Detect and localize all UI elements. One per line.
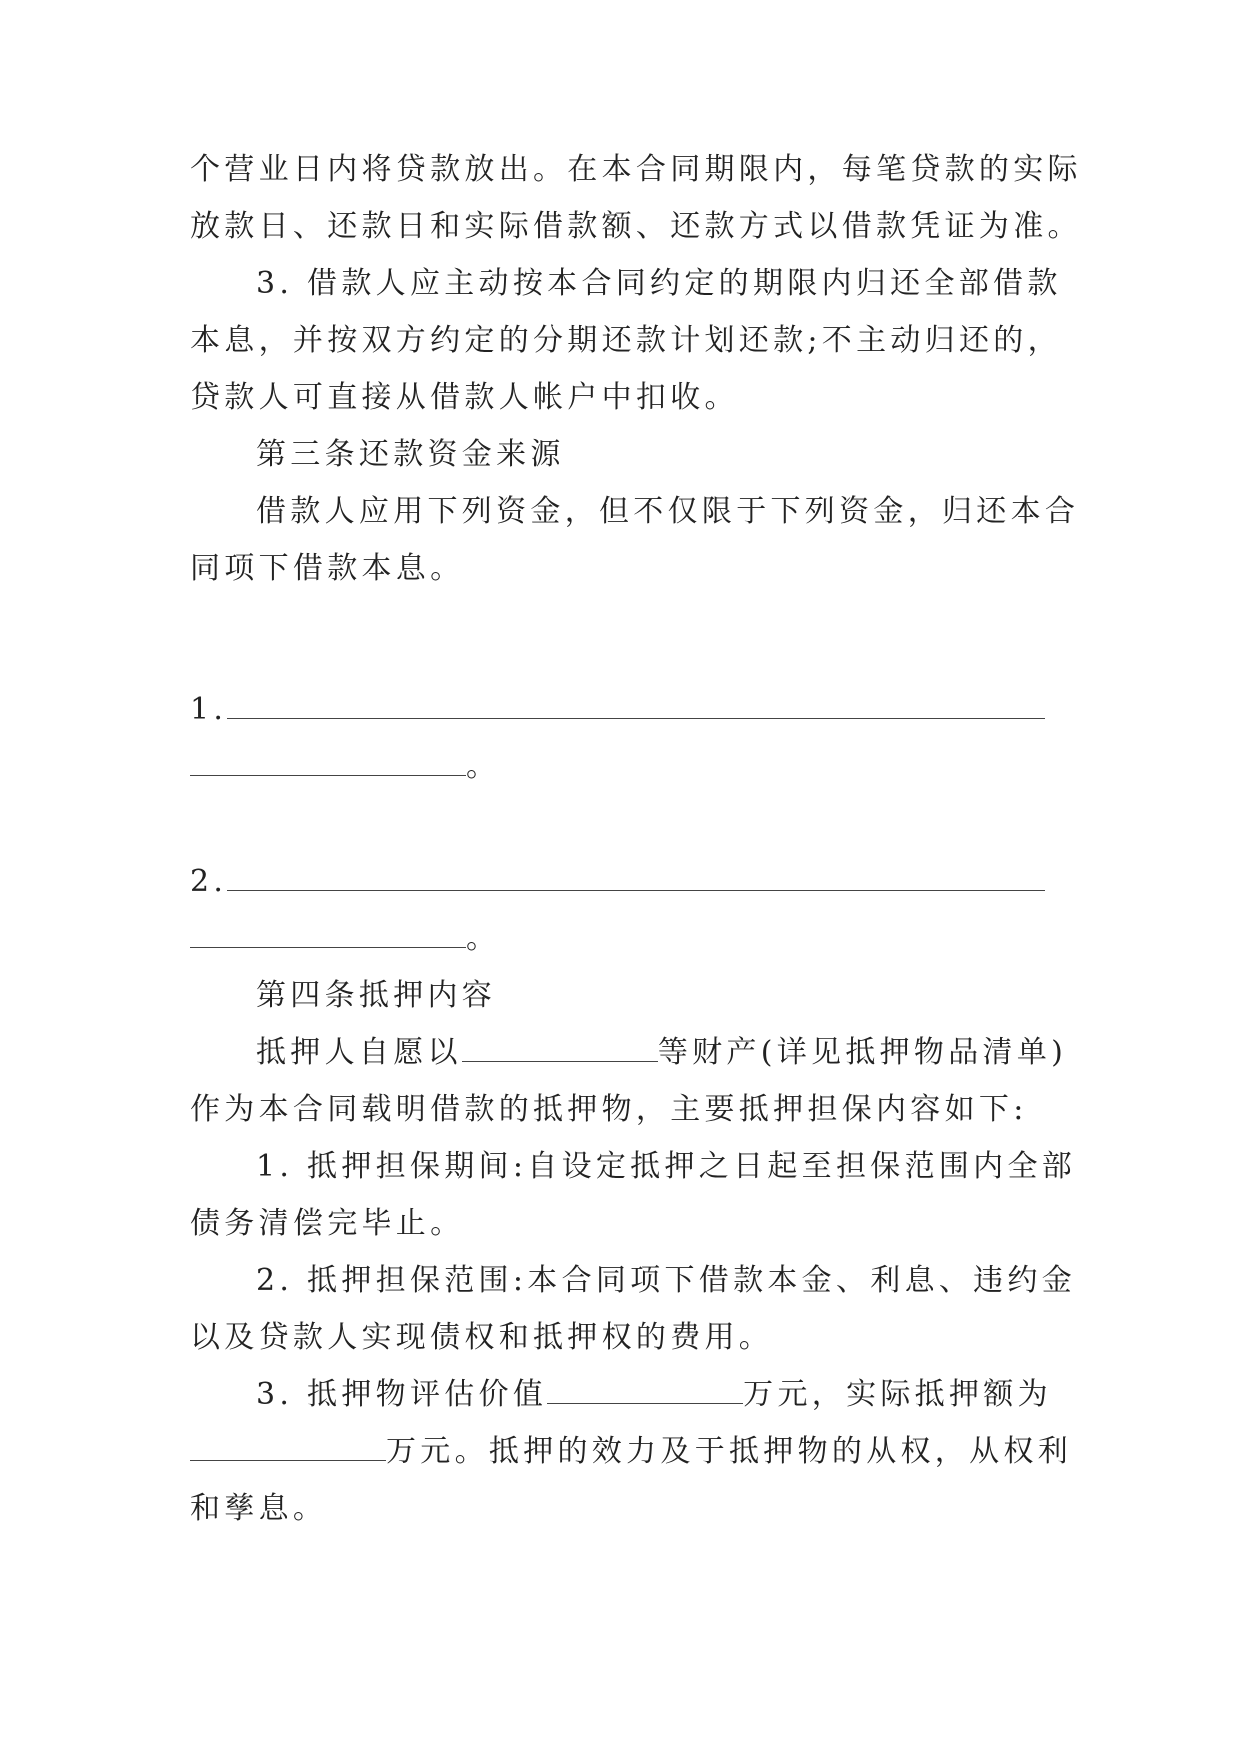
funding-item-2	[190, 862, 1070, 902]
body-text-line: 作为本合同载明借款的抵押物，主要抵押担保内容如下:	[190, 1092, 1028, 1127]
item-number: 2.	[190, 864, 228, 899]
body-text-line: 个营业日内将贷款放出。在本合同期限内，每笔贷款的实际	[190, 152, 1082, 187]
body-text-line: 3. 借款人应主动按本合同约定的期限内归还全部借款	[256, 266, 1062, 301]
funding-item-1-cont: 。	[190, 747, 1070, 787]
fill-in-blank[interactable]	[227, 690, 1045, 719]
fill-in-blank[interactable]	[227, 862, 1045, 891]
body-text-line: 3. 抵押物评估价值 万元，实际抵押额为	[256, 1377, 1052, 1412]
fill-in-blank[interactable]	[190, 1432, 386, 1461]
section-heading-4: 第四条抵押内容	[256, 978, 497, 1013]
body-text-line: 抵押人自愿以 等财产(详见抵押物品清单)	[256, 1035, 1068, 1070]
body-text-line: 放款日、还款日和实际借款额、还款方式以借款凭证为准。	[190, 209, 1082, 244]
funding-item-1	[190, 690, 1070, 730]
body-text-line: 2. 抵押担保范围:本合同项下借款本金、利息、违约金	[256, 1263, 1077, 1298]
fill-in-blank[interactable]	[190, 919, 466, 948]
body-text-line: 贷款人可直接从借款人帐户中扣收。	[190, 380, 739, 415]
body-text-line: 债务清偿完毕止。	[190, 1206, 465, 1241]
fill-in-blank[interactable]	[462, 1033, 658, 1062]
body-text-line: 同项下借款本息。	[190, 551, 465, 586]
fill-in-blank[interactable]	[190, 747, 466, 776]
body-text-line: 本息，并按双方约定的分期还款计划还款;不主动归还的，	[190, 323, 1062, 358]
funding-item-2-cont: 。	[190, 919, 1070, 959]
item-number: 1.	[190, 692, 228, 727]
body-text-line: 1. 抵押担保期间:自设定抵押之日起至担保范围内全部	[256, 1149, 1077, 1184]
body-text-line: 借款人应用下列资金，但不仅限于下列资金，归还本合	[256, 494, 1080, 529]
body-text-line: 以及贷款人实现债权和抵押权的费用。	[190, 1320, 774, 1355]
body-text-line: 和孳息。	[190, 1491, 328, 1526]
body-text-line: 万元。抵押的效力及于抵押物的从权，从权利	[190, 1432, 1070, 1472]
fill-in-blank[interactable]	[547, 1375, 743, 1404]
section-heading-3: 第三条还款资金来源	[256, 437, 565, 472]
